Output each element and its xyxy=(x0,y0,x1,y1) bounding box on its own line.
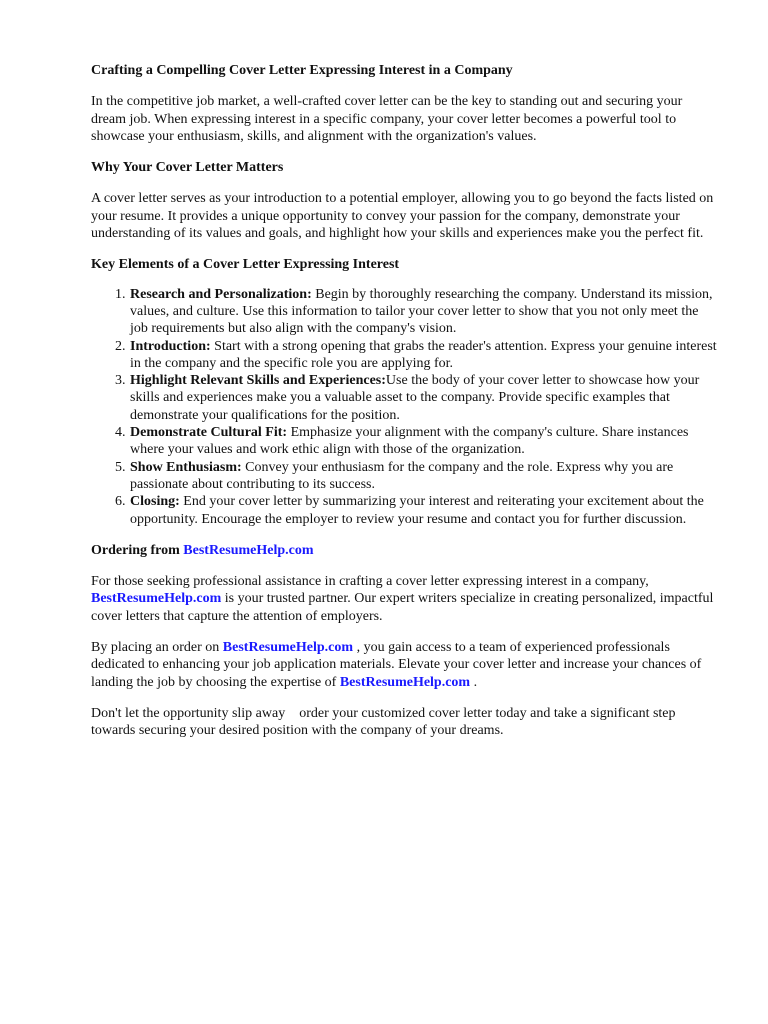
list-item-text: Use the body of your cover letter to showcase how your skills and experiences make you a valuable asset to the company. Provide specific examples that demonstrate your qualifications for the position. xyxy=(130,373,700,423)
list-item-term: Introduction: xyxy=(130,338,211,354)
bestresumehelp-link[interactable]: BestResumeHelp.com xyxy=(91,591,222,607)
placing-order-paragraph xyxy=(91,639,718,691)
placing-text-after: . xyxy=(470,674,478,690)
list-item-term: Highlight Relevant Skills and Experiences: xyxy=(130,373,386,389)
why-heading: Why Your Cover Letter Matters xyxy=(91,160,284,176)
list-item-term: Closing: xyxy=(130,494,180,510)
list-item xyxy=(129,338,718,373)
placing-text-middle: , you gain access to a team of experienced professionals dedicated to enhancing your job application materials. Elevate your cover letter and increase your chances of landing the job by choosing the expertise of xyxy=(91,640,702,690)
intro-paragraph: In the competitive job market, a well-crafted cover letter can be the key to standing out and securing your dream job. When expressing interest in a specific company, your cover letter becomes a powerful tool to showcase your enthusiasm, skills, and alignment with the organization's values. xyxy=(91,94,683,144)
list-item-text: Begin by thoroughly researching the company. Understand its mission, values, and culture. Use this information to tailor your cover letter to show that you not only meet the job requirements but also align with the company's vision. xyxy=(130,286,713,337)
seeking-paragraph xyxy=(91,573,718,625)
list-item-text: Emphasize your alignment with the company's culture. Share instances where your values and work ethic align with those of the organization. xyxy=(130,425,689,458)
list-item xyxy=(129,459,718,494)
ordering-heading xyxy=(91,542,718,559)
why-paragraph: A cover letter serves as your introduction to a potential employer, allowing you to go beyond the facts listed on your resume. It provides a unique opportunity to convey your passion for the company, demonstrate your understanding of its values and goals, and highlight how your skills and experiences make you the perfect fit. xyxy=(91,191,714,242)
list-item xyxy=(129,424,718,459)
list-item-text: Start with a strong opening that grabs the reader's attention. Express your genuine interest in the company and the specific role you are applying for. xyxy=(130,338,717,371)
seeking-text-after: is your trusted partner. Our expert writers specialize in creating personalized, impactful cover letters that capture the attention of employers. xyxy=(91,591,714,624)
ordering-heading-prefix: Ordering from xyxy=(91,542,184,558)
key-elements-heading: Key Elements of a Cover Letter Expressing Interest xyxy=(91,257,400,273)
closing-paragraph: Don't let the opportunity slip away order your customized cover letter today and take a significant step towards securing your desired position with the company of your dreams. xyxy=(91,705,680,739)
list-item-term: Research and Personalization: xyxy=(130,286,312,302)
document-title: Crafting a Compelling Cover Letter Expressing Interest in a Company xyxy=(91,63,513,78)
list-item-text: End your cover letter by summarizing your interest and reiterating your excitement about the opportunity. Encourage the employer to review your resume and contact you for further discussion. xyxy=(130,494,704,527)
placing-text-before: By placing an order on xyxy=(91,640,223,656)
bestresumehelp-link[interactable]: BestResumeHelp.com xyxy=(339,674,471,690)
list-item-text: Convey your enthusiasm for the company and the role. Express why you are passionate about contributing to its success. xyxy=(130,459,674,492)
list-item xyxy=(129,372,718,424)
bestresumehelp-link[interactable]: BestResumeHelp.com xyxy=(222,640,354,656)
list-item xyxy=(129,493,718,528)
list-item-term: Demonstrate Cultural Fit: xyxy=(130,425,288,441)
list-item xyxy=(129,286,718,338)
list-item-term: Show Enthusiasm: xyxy=(130,459,242,475)
seeking-text-before: For those seeking professional assistance in crafting a cover letter expressing interest in a company, xyxy=(91,574,649,590)
key-elements-list xyxy=(91,286,718,528)
bestresumehelp-link[interactable]: BestResumeHelp.com xyxy=(183,542,314,558)
